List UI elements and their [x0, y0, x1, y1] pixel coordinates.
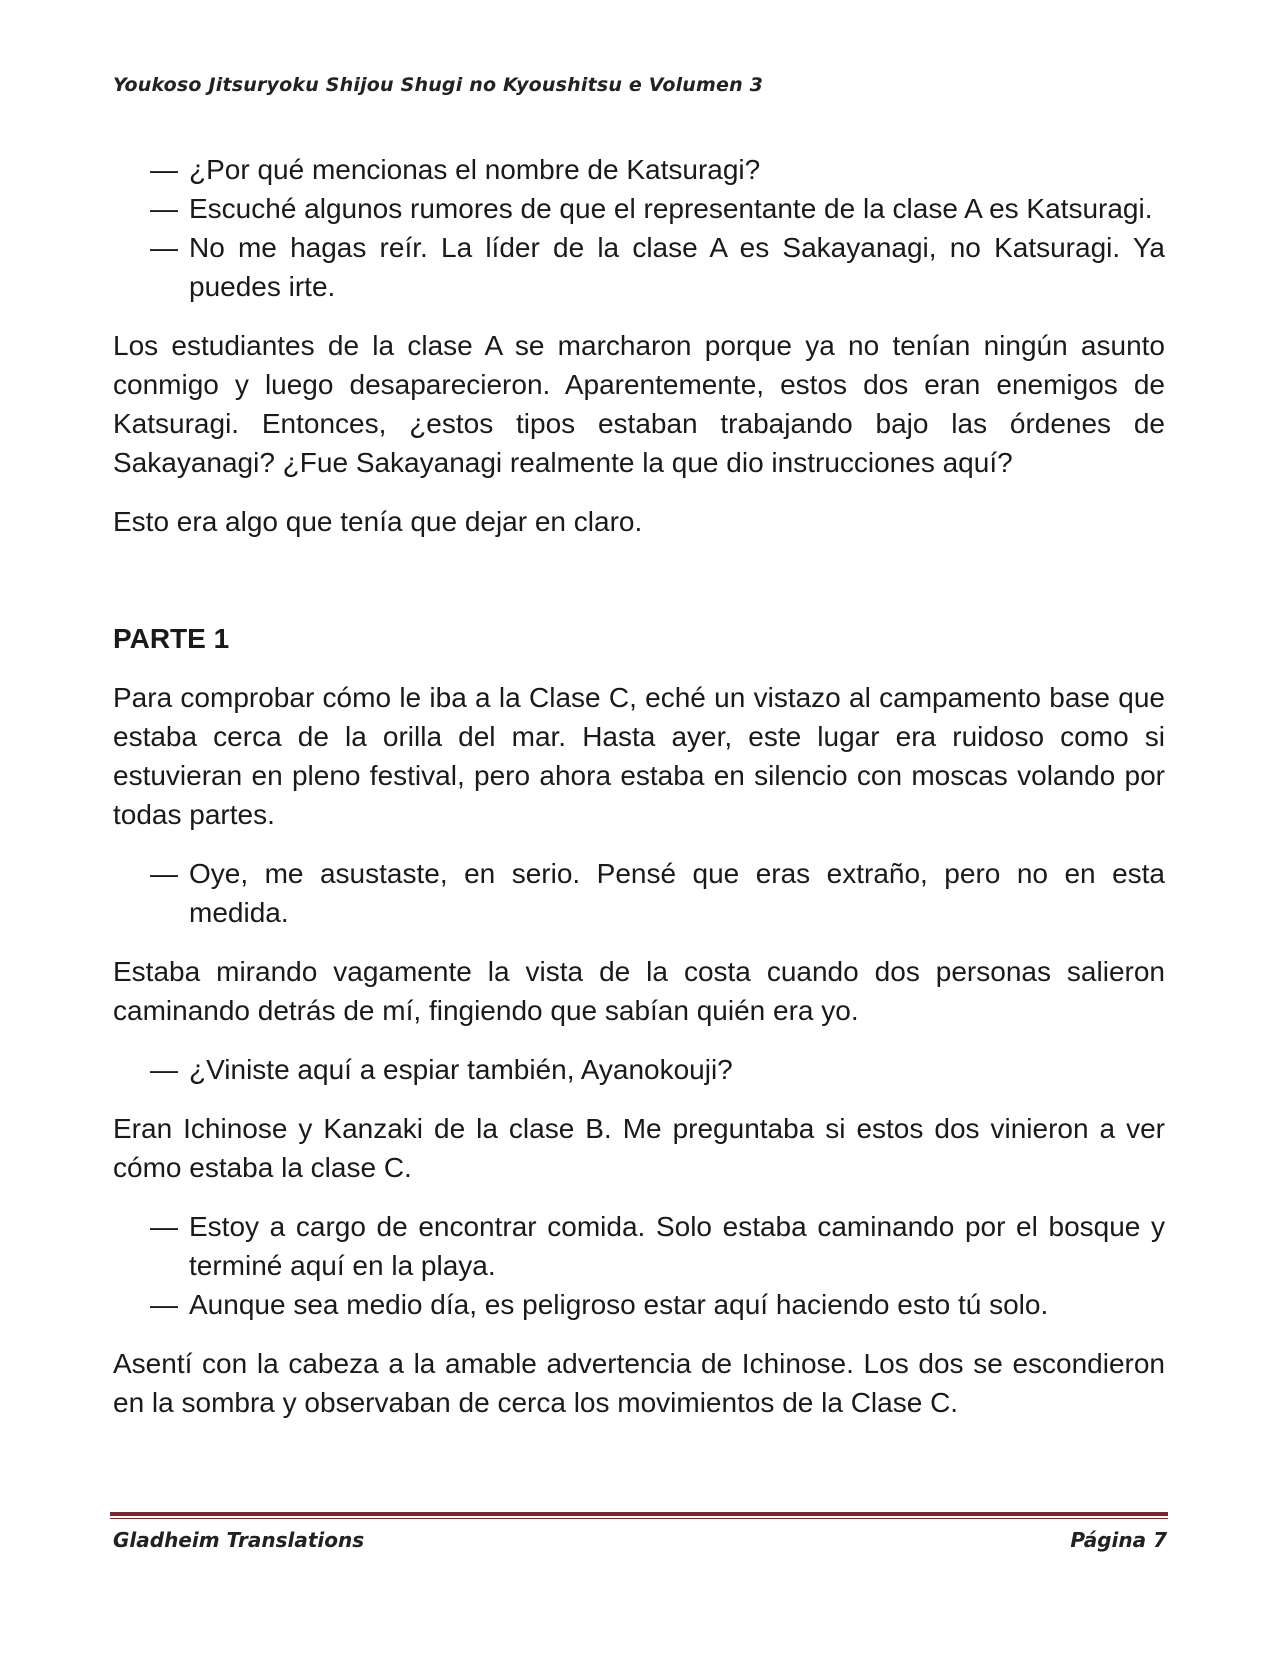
- dialogue-group-3: [113, 1050, 1165, 1089]
- dialogue-text: ¿Viniste aquí a espiar también, Ayanokouji?: [189, 1054, 733, 1085]
- dialogue-text: ¿Por qué mencionas el nombre de Katsuragi?: [189, 154, 761, 185]
- dialogue-group-1: [113, 150, 1165, 306]
- dialogue-line: [113, 1050, 1165, 1089]
- footer-publisher: Gladheim Translations: [113, 1528, 365, 1552]
- dialogue-line: [113, 1285, 1165, 1324]
- dialogue-text: Escuché algunos rumores de que el representante de la clase A es Katsuragi.: [189, 193, 1153, 224]
- dialogue-line: [113, 189, 1165, 228]
- paragraph: Asentí con la cabeza a la amable advertencia de Ichinose. Los dos se escondieron en la sombra y observaban de cerca los movimientos de la Clase C.: [113, 1348, 1165, 1418]
- dialogue-group-4: [113, 1207, 1165, 1324]
- footer-page-number: Página 7: [1070, 1528, 1167, 1552]
- dialogue-dash: —: [150, 193, 178, 224]
- dialogue-text: Estoy a cargo de encontrar comida. Solo estaba caminando por el bosque y terminé aquí en la playa.: [189, 1211, 1165, 1281]
- dialogue-line: [113, 228, 1165, 306]
- dialogue-line: [113, 150, 1165, 189]
- section-heading: PARTE 1: [113, 623, 230, 654]
- paragraph: Esto era algo que tenía que dejar en claro.: [113, 506, 643, 537]
- dialogue-dash: —: [150, 1289, 178, 1320]
- dialogue-dash: —: [150, 1054, 178, 1085]
- paragraph: Estaba mirando vagamente la vista de la costa cuando dos personas salieron caminando detrás de mí, fingiendo que sabían quién era yo.: [113, 956, 1165, 1026]
- paragraph: Para comprobar cómo le iba a la Clase C, eché un vistazo al campamento base que estaba cerca de la orilla del mar. Hasta ayer, este lugar era ruidoso como si estuvieran en pleno festival, pero ahora estaba en silencio con moscas volando por todas partes.: [113, 682, 1165, 830]
- dialogue-dash: —: [150, 858, 178, 889]
- dialogue-dash: —: [150, 232, 178, 263]
- dialogue-dash: —: [150, 1211, 178, 1242]
- dialogue-line: [113, 854, 1165, 932]
- dialogue-line: [113, 1207, 1165, 1285]
- dialogue-text: Oye, me asustaste, en serio. Pensé que eras extraño, pero no en esta medida.: [189, 858, 1165, 928]
- paragraph: Los estudiantes de la clase A se marcharon porque ya no tenían ningún asunto conmigo y luego desaparecieron. Aparentemente, estos dos eran enemigos de Katsuragi. Entonces, ¿estos tipos estaban trabajando bajo las órdenes de Sakayanagi? ¿Fue Sakayanagi realmente la que dio instrucciones aquí?: [113, 330, 1165, 478]
- page-header-title: Youkoso Jitsuryoku Shijou Shugi no Kyoushitsu e Volumen 3: [113, 74, 764, 96]
- dialogue-text: No me hagas reír. La líder de la clase A es Sakayanagi, no Katsuragi. Ya puedes irte.: [189, 232, 1165, 302]
- dialogue-group-2: [113, 854, 1165, 932]
- paragraph: Eran Ichinose y Kanzaki de la clase B. Me preguntaba si estos dos vinieron a ver cómo estaba la clase C.: [113, 1113, 1165, 1183]
- footer-divider: [110, 1512, 1168, 1519]
- dialogue-text: Aunque sea medio día, es peligroso estar aquí haciendo esto tú solo.: [189, 1289, 1049, 1320]
- dialogue-dash: —: [150, 154, 178, 185]
- page-content: [113, 150, 1165, 1442]
